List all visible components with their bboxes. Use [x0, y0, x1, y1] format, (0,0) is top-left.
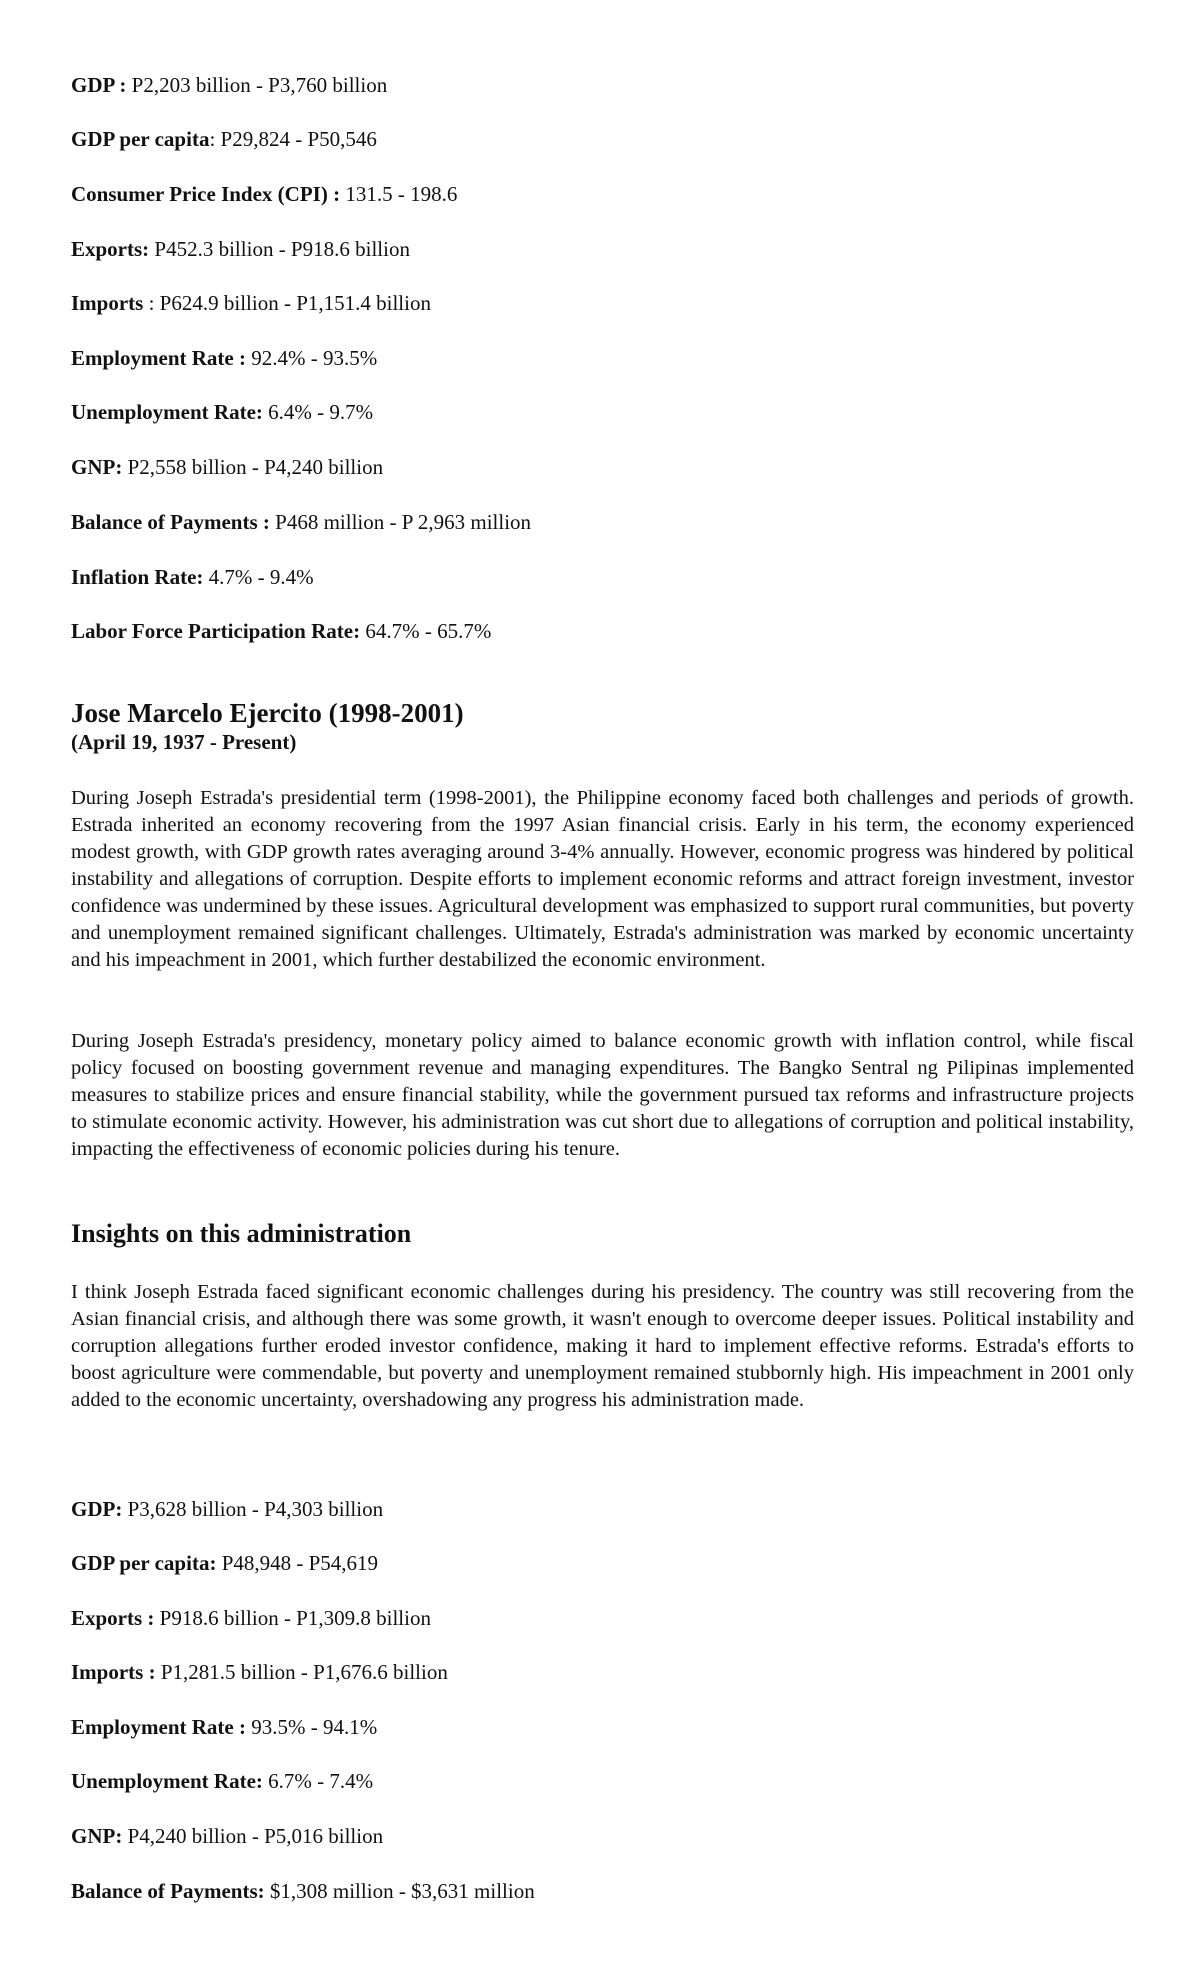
stat-label: GDP :	[71, 73, 127, 97]
stat-inflation-rate	[71, 564, 314, 590]
stat-value: 6.7% - 7.4%	[262, 1769, 374, 1793]
stat-unemployment-rate	[71, 399, 373, 425]
insights-paragraph: I think Joseph Estrada faced significant economic challenges during his presidency. The country was still recovering from the Asian financial crisis, and although there was some growth, it wasn't enough to overcome deeper issues. Political instability and corruption allegations further eroded investor confidence, making it hard to implement effective reforms. Estrada's efforts to boost agriculture were commendable, but poverty and unemployment remained stubbornly high. His impeachment in 2001 only added to the economic uncertainty, overshadowing any progress his administration made.	[71, 1281, 1134, 1411]
stat-label: Employment Rate :	[71, 346, 246, 370]
stat-employment-rate	[71, 345, 377, 371]
stat-value: P48,948 - P54,619	[216, 1551, 379, 1575]
stat-value: P918.6 billion - P1,309.8 billion	[154, 1606, 431, 1630]
stat-balance-of-payments	[71, 1878, 535, 1904]
stat-gdp-per-capita	[71, 1550, 378, 1576]
stat-label: GDP per capita	[71, 127, 210, 151]
stat-label: Exports:	[71, 237, 150, 261]
stat-value: 131.5 - 198.6	[340, 182, 458, 206]
stat-label: Labor Force Participation Rate:	[71, 619, 361, 643]
stat-label: Exports :	[71, 1606, 155, 1630]
stat-value: P2,558 billion - P4,240 billion	[122, 455, 384, 479]
stat-labor-force-participation	[71, 618, 491, 644]
section-paragraph-1: During Joseph Estrada's presidential term (1998-2001), the Philippine economy faced both challenges and periods of growth. Estrada inherited an economy recovering from the 1997 Asian financial crisis. Early in his term, the economy experienced modest growth, with GDP growth rates averaging around 3-4% annually. However, economic progress was hindered by political instability and allegations of corruption. Despite efforts to implement economic reforms and attract foreign investment, investor confidence was undermined by these issues. Agricultural development was emphasized to support rural communities, but poverty and unemployment remained significant challenges. Ultimately, Estrada's administration was marked by economic uncertainty and his impeachment in 2001, which further destabilized the economic environment.	[71, 787, 1134, 971]
stat-label: Unemployment Rate:	[71, 400, 263, 424]
stat-gdp	[71, 1496, 383, 1522]
stat-label: GDP:	[71, 1497, 123, 1521]
stat-gnp	[71, 1823, 383, 1849]
stat-gnp	[71, 454, 383, 480]
stat-value: P1,281.5 billion - P1,676.6 billion	[155, 1660, 448, 1684]
stat-label: Consumer Price Index (CPI) :	[71, 182, 341, 206]
stat-imports	[71, 290, 431, 316]
stat-value: 4.7% - 9.4%	[203, 565, 314, 589]
stat-value: $1,308 million - $3,631 million	[264, 1879, 535, 1903]
stat-label: Imports :	[71, 1660, 156, 1684]
stat-exports	[71, 236, 410, 262]
stat-label: Unemployment Rate:	[71, 1769, 263, 1793]
stat-label: Balance of Payments :	[71, 510, 270, 534]
stat-value: : P29,824 - P50,546	[209, 127, 377, 151]
stat-value: P2,203 billion - P3,760 billion	[126, 73, 388, 97]
stat-value: 64.7% - 65.7%	[360, 619, 492, 643]
stat-value: 93.5% - 94.1%	[245, 1715, 378, 1739]
stat-label: GNP:	[71, 455, 123, 479]
stat-balance-of-payments	[71, 509, 531, 535]
stat-value: : P624.9 billion - P1,151.4 billion	[143, 291, 431, 315]
stat-value: P4,240 billion - P5,016 billion	[122, 1824, 384, 1848]
section-subtitle: (April 19, 1937 - Present)	[71, 730, 297, 754]
stat-unemployment-rate	[71, 1768, 373, 1794]
stat-label: Balance of Payments:	[71, 1879, 265, 1903]
insights-title: Insights on this administration	[71, 1219, 412, 1248]
stat-value: P452.3 billion - P918.6 billion	[149, 237, 410, 261]
section-title: Jose Marcelo Ejercito (1998-2001)	[71, 698, 464, 728]
stat-value: P3,628 billion - P4,303 billion	[122, 1497, 384, 1521]
stat-cpi	[71, 181, 457, 207]
stat-value: 92.4% - 93.5%	[245, 346, 378, 370]
stat-value: P468 million - P 2,963 million	[269, 510, 532, 534]
stat-imports	[71, 1659, 448, 1685]
section-paragraph-2: During Joseph Estrada's presidency, monetary policy aimed to balance economic growth with inflation control, while fiscal policy focused on boosting government revenue and managing expenditures. The Bangko Sentral ng Pilipinas implemented measures to stabilize prices and ensure financial stability, while the government pursued tax reforms and infrastructure projects to stimulate economic activity. However, his administration was cut short due to allegations of corruption and political instability, impacting the effectiveness of economic policies during his tenure.	[71, 1030, 1134, 1160]
stat-label: GDP per capita:	[71, 1551, 217, 1575]
stat-gdp-per-capita	[71, 126, 377, 152]
stat-label: GNP:	[71, 1824, 123, 1848]
stat-exports	[71, 1605, 431, 1631]
stat-value: 6.4% - 9.7%	[262, 400, 374, 424]
stat-gdp	[71, 72, 387, 98]
stat-label: Imports	[71, 291, 144, 315]
stat-label: Inflation Rate:	[71, 565, 204, 589]
stat-label: Employment Rate :	[71, 1715, 246, 1739]
stat-employment-rate	[71, 1714, 377, 1740]
